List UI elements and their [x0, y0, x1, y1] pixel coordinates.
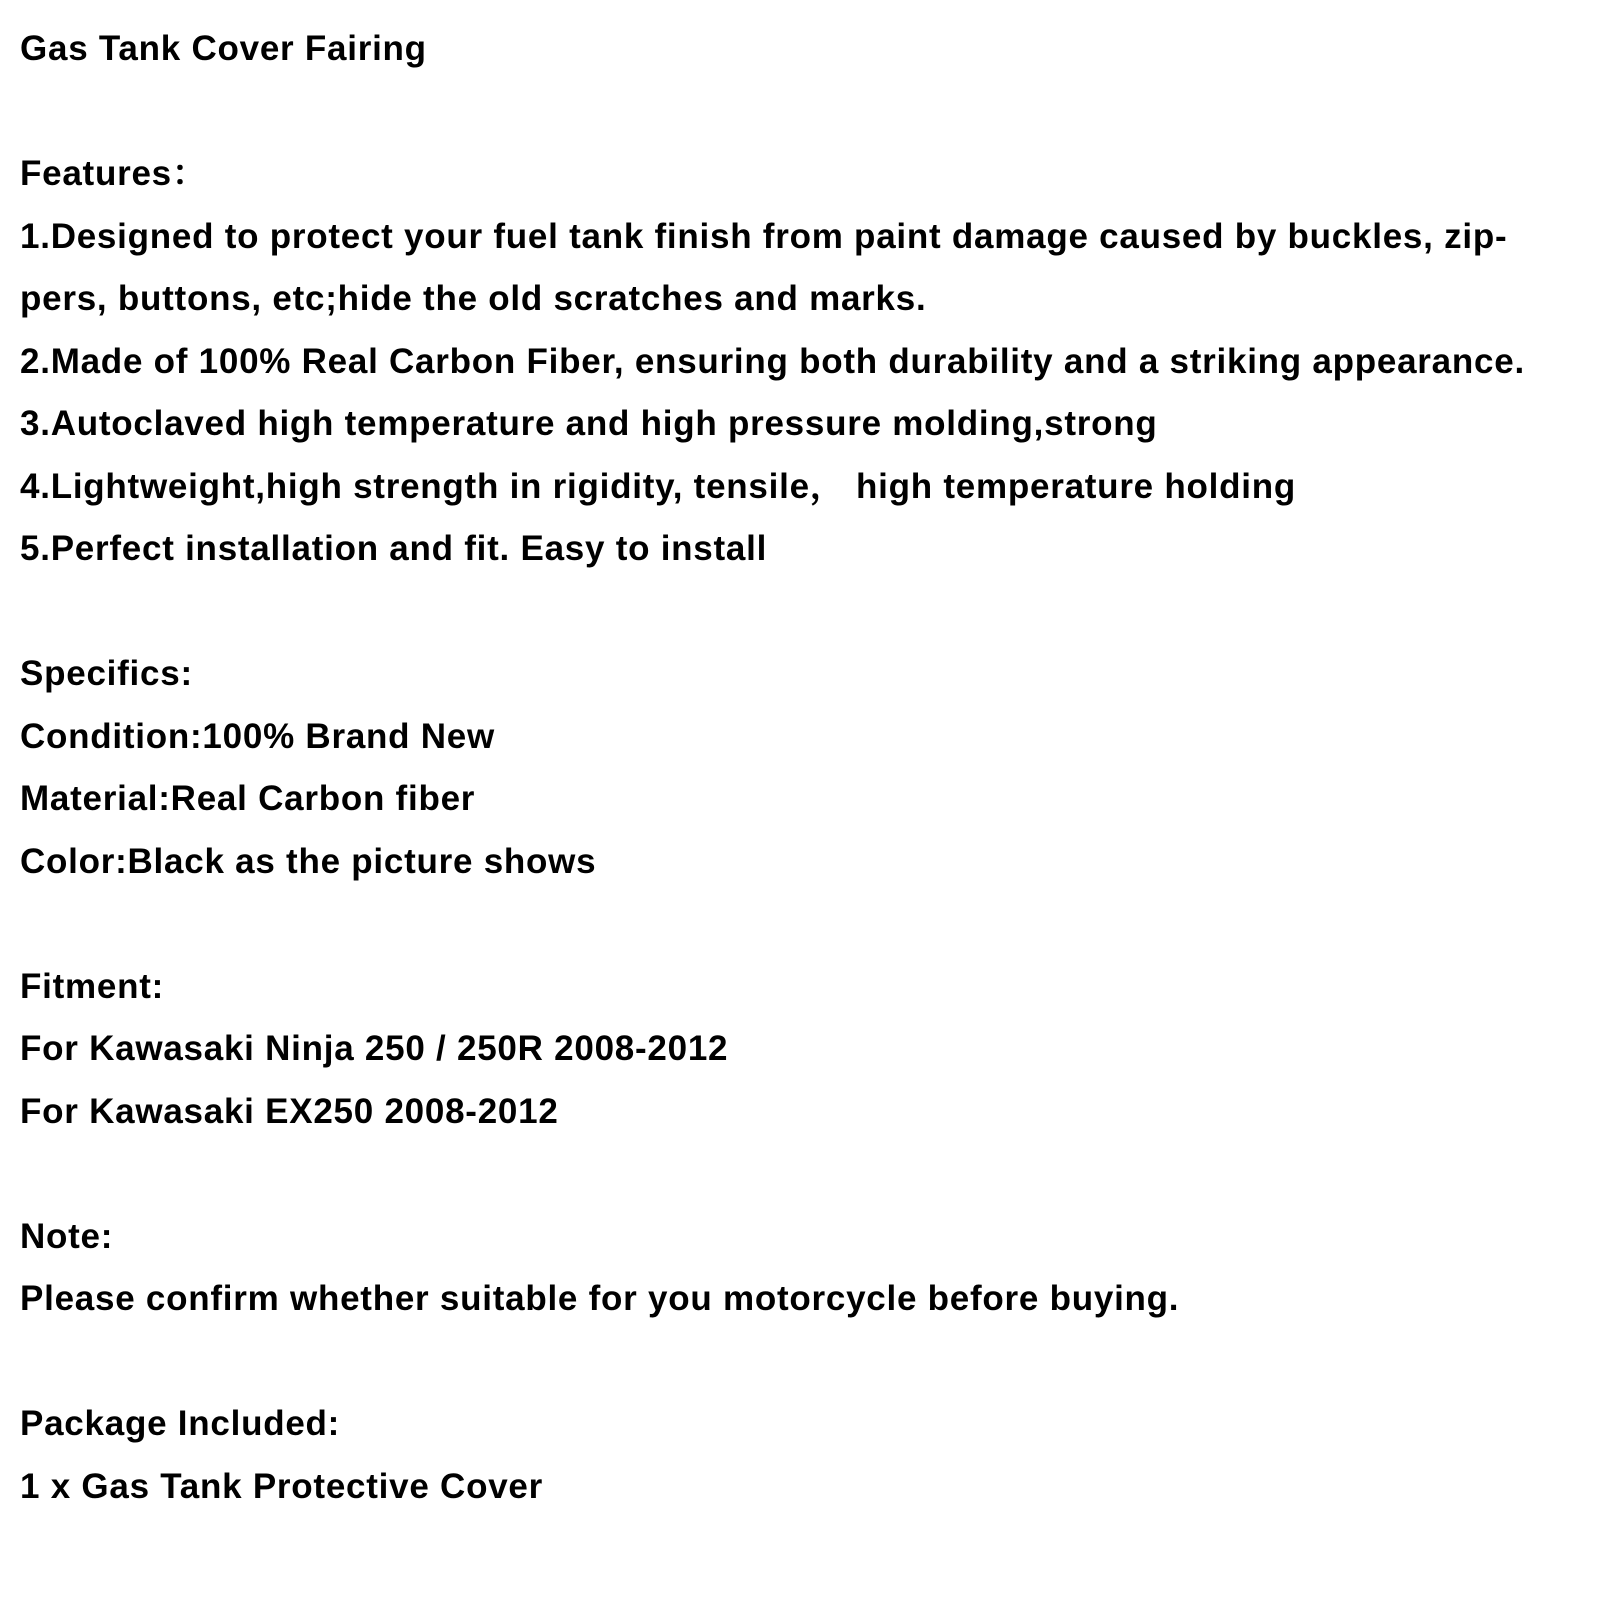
feature-item: pers, buttons, etc;hide the old scratches and marks. [20, 279, 927, 318]
spacer [20, 581, 1580, 644]
feature-item: 1.Designed to protect your fuel tank finish from paint damage caused by buckles, zip- [20, 216, 1508, 256]
specific-item: Material:Real Carbon fiber [20, 779, 476, 818]
specific-item: Condition:100% Brand New [20, 716, 495, 756]
feature-item: 5.Perfect installation and fit. Easy to install [20, 529, 768, 568]
specifics-heading: Specifics: [20, 654, 193, 693]
feature-item: 3.Autoclaved high temperature and high pressure molding,strong [20, 404, 1158, 443]
package-item: 1 x Gas Tank Protective Cover [20, 1466, 543, 1506]
feature-item: 2.Made of 100% Real Carbon Fiber, ensuring both durability and a striking appearance. [20, 341, 1525, 381]
feature-item: 4.Lightweight,high strength in rigidity, tensile， high temperature holding [20, 466, 1296, 506]
specific-item: Color:Black as the picture shows [20, 841, 597, 881]
spacer [20, 81, 1580, 144]
document-title: Gas Tank Cover Fairing [20, 29, 427, 68]
product-description [20, 18, 1580, 1518]
spacer [20, 1143, 1580, 1206]
fitment-item: For Kawasaki EX250 2008-2012 [20, 1091, 559, 1131]
spacer [20, 893, 1580, 956]
spacer [20, 1331, 1580, 1394]
features-heading: Features： [20, 154, 208, 193]
note-heading: Note: [20, 1216, 114, 1256]
package-heading: Package Included: [20, 1404, 341, 1443]
fitment-heading: Fitment: [20, 966, 165, 1006]
fitment-item: For Kawasaki Ninja 250 / 250R 2008-2012 [20, 1029, 729, 1068]
note-text: Please confirm whether suitable for you motorcycle before buying. [20, 1279, 1180, 1318]
